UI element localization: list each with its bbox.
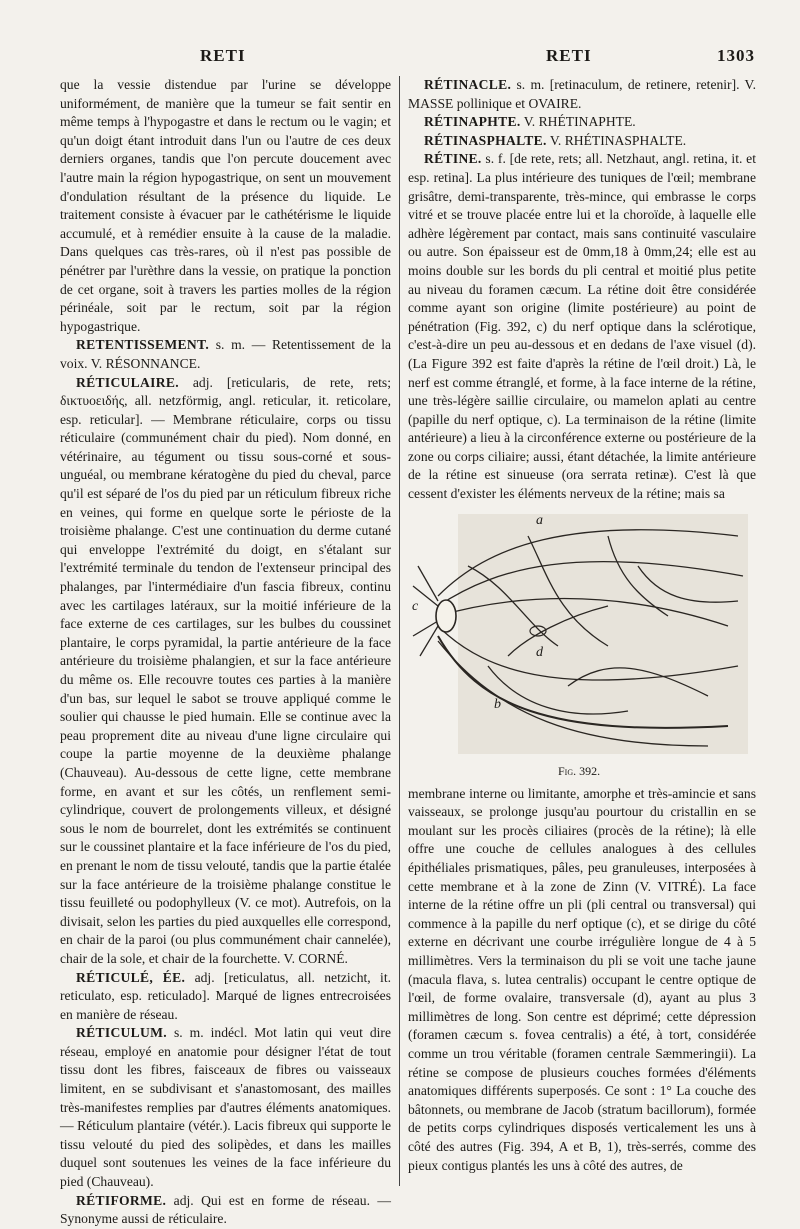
entry-body: adj. [reticulatus, all. netzicht, it. reticulato, esp. reticulado]. Marqué de lignes entrecroisées en manière de réseau. (60, 969, 391, 1022)
entry-headword: RÉTICULUM. (76, 1025, 167, 1041)
entry-body: V. RHÉTINASPHALTE. (546, 132, 687, 148)
page-number: 1303 (717, 46, 755, 65)
entry-retinasphalte (408, 132, 756, 151)
entry-headword: RÉTICULAIRE. (76, 374, 179, 390)
figure-label-b: b (494, 696, 501, 712)
column-divider (399, 76, 400, 1186)
entry-headword: RÉTINAPHTE. (424, 114, 521, 130)
entry-body: s. m. indécl. Mot latin qui veut dire réseau, employé en anatomie pour désigner l'état de tout tissu dont les fibres, faisceaux de fibres ou vaisseaux limitent, en se subdivisant et s'anastomosant, des mailles très-manifestes remplies par d'autres éléments anatomiques. — Réticulum plantaire (vétér.). Lacis fibreux qui supporte le tissu velouté du pied des solipèdes, et dans les mailles duquel sont soutenues les veines de la face inférieure du pied (Chauveau). (60, 1025, 391, 1190)
figure-label-a: a (536, 512, 543, 528)
running-head-center: RETI (546, 46, 592, 65)
entry-headword: RÉTIFORME. (76, 1192, 167, 1208)
entry-reticulum (60, 1024, 391, 1191)
figure-label-d: d (536, 644, 543, 660)
entry-headword: RETENTISSEMENT. (76, 337, 210, 353)
entry-body: s. m. — Retentissement de la voix. V. RÉSONNANCE. (60, 337, 391, 371)
retina-figure (408, 506, 756, 781)
right-column (408, 76, 756, 1175)
entry-headword: RÉTICULÉ, ÉE. (76, 969, 186, 985)
entry-retine (408, 150, 756, 503)
entry-body: s. f. [de rete, rets; all. Netzhaut, angl. retina, it. et esp. retina]. La plus intérieure des tuniques de l'œil; membrane grisâtre, demi-transparente, très-mince, qui embrasse le corps vitré et se trouve placée entre lui et la choroïde, à laquelle elle adhère légèrement par contact, mais sans continuité vasculaire ou autre. Son épaisseur est de 0mm,18 à 0mm,24; elle est au moins double sur les bords du pli central et moitié plus petite au niveau du foramen cæcum. La rétine doit être considérée comme ayant son origine (limite postérieure) au point de pénétration (Fig. 392, c) du nerf optique dans la sclérotique, c'est-à-dire un peu au-dessous et en dedans de l'axe visuel (d). (La Figure 392 est faite d'après la rétine de l'œil droit.) Là, le nerf est comme étranglé, et forme, à la face interne de la rétine, une très-légère saillie circulaire, ou mamelon aplati au centre (papille du nerf optique, c). La terminaison de la rétine (limite antérieure) a lieu à la circonférence externe ou postérieure de la zone ou corps ciliaire; aussi, étant détachée, la limite antérieure de la rétine est sinueuse (ora serrata retinæ). C'est là que cessent d'exister les éléments nerveux de la rétine; mais sa (408, 151, 756, 502)
entry-headword: RÉTINACLE. (424, 77, 512, 92)
entry-retine-continuation: membrane interne ou limitante, amorphe et très-amincie et sans vaisseaux, se prolonge jusqu'au pourtour du cristallin en se moulant sur les procès ciliaires (procès de la rétine); là elle offre une couche de cellules analogues à des cellules épithéliales prismatiques, pâles, peu granuleuses, interposées à cette membrane et à la zone de Zinn (V. VITRÉ). La face interne de la rétine offre un pli (pli central ou transversal) qui commence à la papille du nerf optique (c), et se dirige du côté externe en décrivant une courbe irrégulière longue de 4 à 5 millimètres. Vers la terminaison du pli se voit une tache jaune (macula flava, s. lutea centralis) occupant le centre optique de l'œil, de forme ovalaire, transversale (d), ayant au plus 3 millimètres de long. Son centre est déprimé; cette dépression (foramen cæcum s. fovea centralis) a été, à tort, considérée comme un trou véritable (foramen centrale Sæmmeringii). La rétine se compose de plusieurs couches formées d'éléments anatomiques différents superposés. Ce sont : 1° La couche des bâtonnets, ou membrane de Jacob (stratum bacillorum), formée de petits corps cylindriques disposés verticalement les uns à côté des autres (Fig. 394, A et B, 1), très-serrés, comme des pieux contigus plantés les uns à côté des autres, de (408, 785, 756, 1173)
entry-retentissement (60, 336, 391, 373)
running-head-left: RETI (200, 46, 246, 65)
left-column (60, 76, 391, 1229)
figure-caption: Fig. 392. (558, 763, 601, 778)
entry-body: adj. [reticularis, de rete, rets; δικτυοειδής, all. netzförmig, angl. reticular, it. reticolare, esp. reticular]. — Membrane réticulaire, corps ou tissu réticulaire (communément chair du pied). Nom donné, en vétérinaire, au tégument ou tissu sous-corné et sous-unguéal, ou membrane kératogène du pied du cheval, parce qu'il est séparé de l'os du pied par un réticulum fibreux riche en veines, qui forme en quelque sorte le périoste de la troisième phalange. C'est une continuation du derme cutané qui enveloppe l'extrémité du doigt, en s'étalant sur l'extrémité terminale du tendon de l'extenseur principal des phalanges, par l'intermédiaire d'un fascia fibreux, continu avec les cartilages latéraux, sur la moitié inférieure de la face externe de ces cartilages, sur les bulbes du coussinet plantaire, le corps pyramidal, la partie antérieure de la face antérieure du troisième phalangien, et sur la face antérieure du même os. Elle recouvre toutes ces parties à la manière d'un bas, sur lequel le sabot se trouve appliqué comme le soulier qui chausse le pied humain. Elle se continue avec la peau proprement dite au niveau d'une ligne circulaire qui coupe la partie moyenne de la deuxième phalange (Chauveau). Au-dessous de cette ligne, cette membrane forme, en avant et sur les côtés, un renflement semi-cylindrique, couvert de prolongements villeux, et désigné sous le nom de bourrelet, dont les extrémités se continuent sur le coussinet plantaire et la face inférieure de l'os du pied, en prenant le nom de tissu velouté, tandis que la partie étalée sur la face antérieure de la troisième phalange constitue le tissu feuilleté ou podophylleux (V. ce mot). Autrefois, on la divisait, selon les parties du pied auxquelles elle correspond, en chair de la paroi (ou plus communément chair cannelée), chair de la sole, et chair de la fourchette. V. CORNÉ. (60, 374, 391, 966)
entry-reticule (60, 969, 391, 1025)
entry-body: V. RHÉTINAPHTE. (520, 114, 636, 130)
entry-body: s. m. [retinaculum, de retinere, retenir]. V. MASSE pollinique et OVAIRE. (408, 77, 756, 111)
figure-label-c: c (412, 598, 419, 614)
entry-continuation: que la vessie distendue par l'urine se développe uniformément, de manière que la tumeur se fait sentir en même temps à l'hypogastre et dans le rectum ou le vagin; et qu'un doigt étant introduit dans l'un ou l'autre de ces deux derniers organes, tandis que l'on percute doucement avec l'autre main la région hypogastrique, on sent un mouvement d'ondulation résultant de la présence du liquide. Le traitement consiste à évacuer par le cathétérisme le liquide accumulé, et à remédier ensuite à la cause de la maladie. Dans quelques cas très-rares, où il n'est pas possible de pénétrer par l'urèthre dans la vessie, on pratique la ponction de cet organe, soit à travers les parties molles de la région périnéale, soit par le rectum, soit par la région hypogastrique. (60, 77, 391, 334)
entry-retinacle (408, 76, 756, 113)
entry-headword: RÉTINASPHALTE. (424, 132, 547, 148)
retina-vessel-illustration (408, 506, 756, 761)
entry-body: adj. Qui est en forme de réseau. — Synonyme aussi de réticulaire. (60, 1192, 391, 1227)
entry-headword: RÉTINE. (424, 151, 482, 167)
entry-retinaphte (408, 113, 756, 132)
entry-retiforme (60, 1192, 391, 1229)
entry-reticulaire (60, 374, 391, 969)
optic-papilla (436, 600, 456, 632)
